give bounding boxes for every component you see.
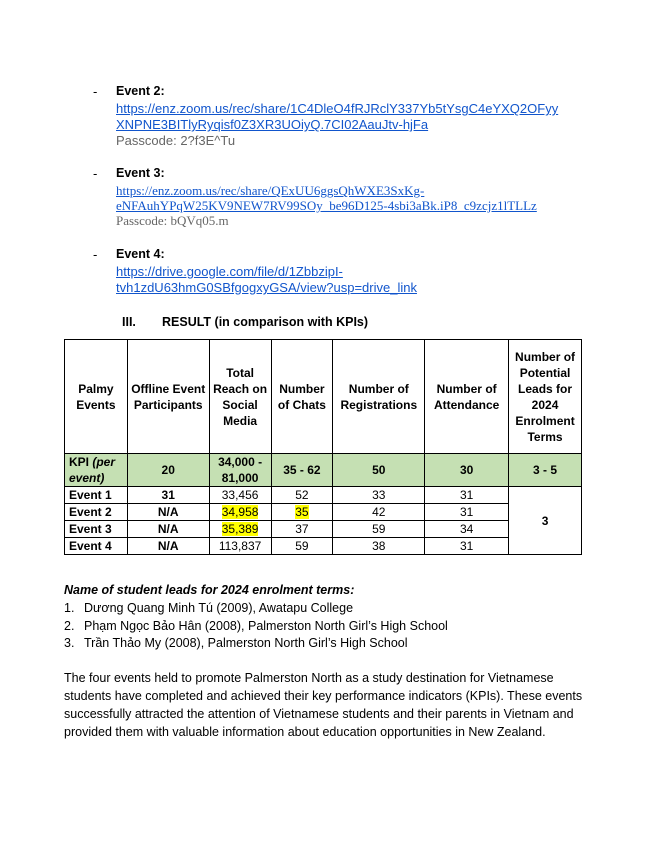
event-cell: Event 3 xyxy=(65,521,128,538)
reach-cell xyxy=(209,521,271,538)
chats-cell: 52 xyxy=(271,487,333,504)
chats-cell xyxy=(271,504,333,521)
leads-heading: Name of student leads for 2024 enrolment terms: xyxy=(64,583,355,597)
kpi-cell: 3 - 5 xyxy=(509,454,582,487)
table-header: Total Reach on Social Media xyxy=(209,340,271,454)
highlighted-value: 34,958 xyxy=(221,505,259,519)
table-header: Palmy Events xyxy=(65,340,128,454)
event-cell: Event 2 xyxy=(65,504,128,521)
kpi-cell: 30 xyxy=(425,454,509,487)
passcode: Passcode: bQVq05.m xyxy=(116,213,229,228)
table-header: Number of Registrations xyxy=(333,340,425,454)
event-cell: Event 4 xyxy=(65,538,128,555)
table-row xyxy=(65,521,582,538)
list-number: 3. xyxy=(64,636,75,650)
lead-text: Phạm Ngọc Bảo Hân (2008), Palmerston North Girl’s High School xyxy=(84,618,448,633)
table-header: Offline Event Participants xyxy=(127,340,209,454)
table-row xyxy=(65,504,582,521)
summary-paragraph: The four events held to promote Palmerston North as a study destination for Vietnamese students have completed and achieved their key performance indicators (KPIs). These events successfully attracted the attention of Vietnamese students and their parents in Vietnam and provided them with valuable information about education opportunities in New Zealand. xyxy=(64,671,583,739)
highlighted-value: 35,389 xyxy=(221,522,259,536)
table-header: Number of Chats xyxy=(271,340,333,454)
registrations-cell: 59 xyxy=(333,521,425,538)
list-bullet: - xyxy=(93,247,98,262)
attendance-cell: 31 xyxy=(425,504,509,521)
kpi-cell: 35 - 62 xyxy=(271,454,333,487)
participants-cell: 31 xyxy=(127,487,209,504)
attendance-cell: 34 xyxy=(425,521,509,538)
reach-cell: 33,456 xyxy=(209,487,271,504)
event-link[interactable]: https://enz.zoom.us/rec/share/QExUU6ggsQhWXE3SxKg- xyxy=(116,183,425,198)
section-title: RESULT (in comparison with KPIs) xyxy=(162,315,369,329)
kpi-row xyxy=(65,454,582,487)
participants-cell: N/A xyxy=(127,521,209,538)
event-title: Event 3: xyxy=(116,166,165,180)
event-cell: Event 1 xyxy=(65,487,128,504)
kpi-label-note: (per event) xyxy=(69,455,116,485)
list-number: 1. xyxy=(64,601,75,615)
kpi-results-table xyxy=(64,339,582,555)
lead-text: Dương Quang Minh Tú (2009), Awatapu College xyxy=(84,601,354,615)
participants-cell: N/A xyxy=(127,504,209,521)
section-heading xyxy=(122,315,368,329)
kpi-cell: 34,000 - 81,000 xyxy=(209,454,271,487)
participants-cell: N/A xyxy=(127,538,209,555)
attendance-cell: 31 xyxy=(425,487,509,504)
registrations-cell: 38 xyxy=(333,538,425,555)
chats-cell: 59 xyxy=(271,538,333,555)
reach-cell xyxy=(209,504,271,521)
event-link[interactable]: https://drive.google.com/file/d/1ZbbzipI- xyxy=(116,264,343,279)
kpi-label: KPI xyxy=(69,455,90,469)
attendance-cell: 31 xyxy=(425,538,509,555)
registrations-cell: 42 xyxy=(333,504,425,521)
lead-text: Trần Thảo My (2008), Palmerston North Girl’s High School xyxy=(84,636,408,650)
event-link[interactable]: eNFAuhYPqW25KV9NEW7RV99SOy_be96D125-4sbi3aBk.iP8_c9zcjz1lTLLz xyxy=(116,198,537,213)
chats-cell: 37 xyxy=(271,521,333,538)
event-link[interactable]: tvh1zdU63hmG0SBfgogxyGSA/view?usp=drive_link xyxy=(116,280,417,295)
leads-list xyxy=(64,600,448,653)
event-title: Event 4: xyxy=(116,247,165,261)
table-header-row xyxy=(65,340,582,454)
event-link[interactable]: https://enz.zoom.us/rec/share/1C4DleO4fRJRclY337Yb5tYsgC4eYXQ2OFyy xyxy=(116,101,559,116)
kpi-label-cell xyxy=(65,454,128,487)
kpi-cell: 50 xyxy=(333,454,425,487)
list-item xyxy=(64,600,448,618)
registrations-cell: 33 xyxy=(333,487,425,504)
passcode: Passcode: 2?f3E^Tu xyxy=(116,133,236,148)
reach-cell: 113,837 xyxy=(209,538,271,555)
highlighted-value: 35 xyxy=(295,505,309,519)
list-item xyxy=(64,618,448,636)
table-row xyxy=(65,538,582,555)
list-bullet: - xyxy=(93,166,98,181)
leads-merged-cell: 3 xyxy=(509,487,582,555)
table-row xyxy=(65,487,582,504)
table-header: Number of Potential Leads for 2024 Enrolment Terms xyxy=(509,340,582,454)
event-link[interactable]: XNPNE3BITlyRyqisf0Z3XR3UOiyQ.7CI02AauJtv-hjFa xyxy=(116,117,429,132)
section-number: III. xyxy=(122,315,136,329)
kpi-cell: 20 xyxy=(127,454,209,487)
list-number: 2. xyxy=(64,618,75,633)
list-item xyxy=(64,635,448,653)
table-header: Number of Attendance xyxy=(425,340,509,454)
list-bullet: - xyxy=(93,84,98,99)
event-title: Event 2: xyxy=(116,84,165,98)
